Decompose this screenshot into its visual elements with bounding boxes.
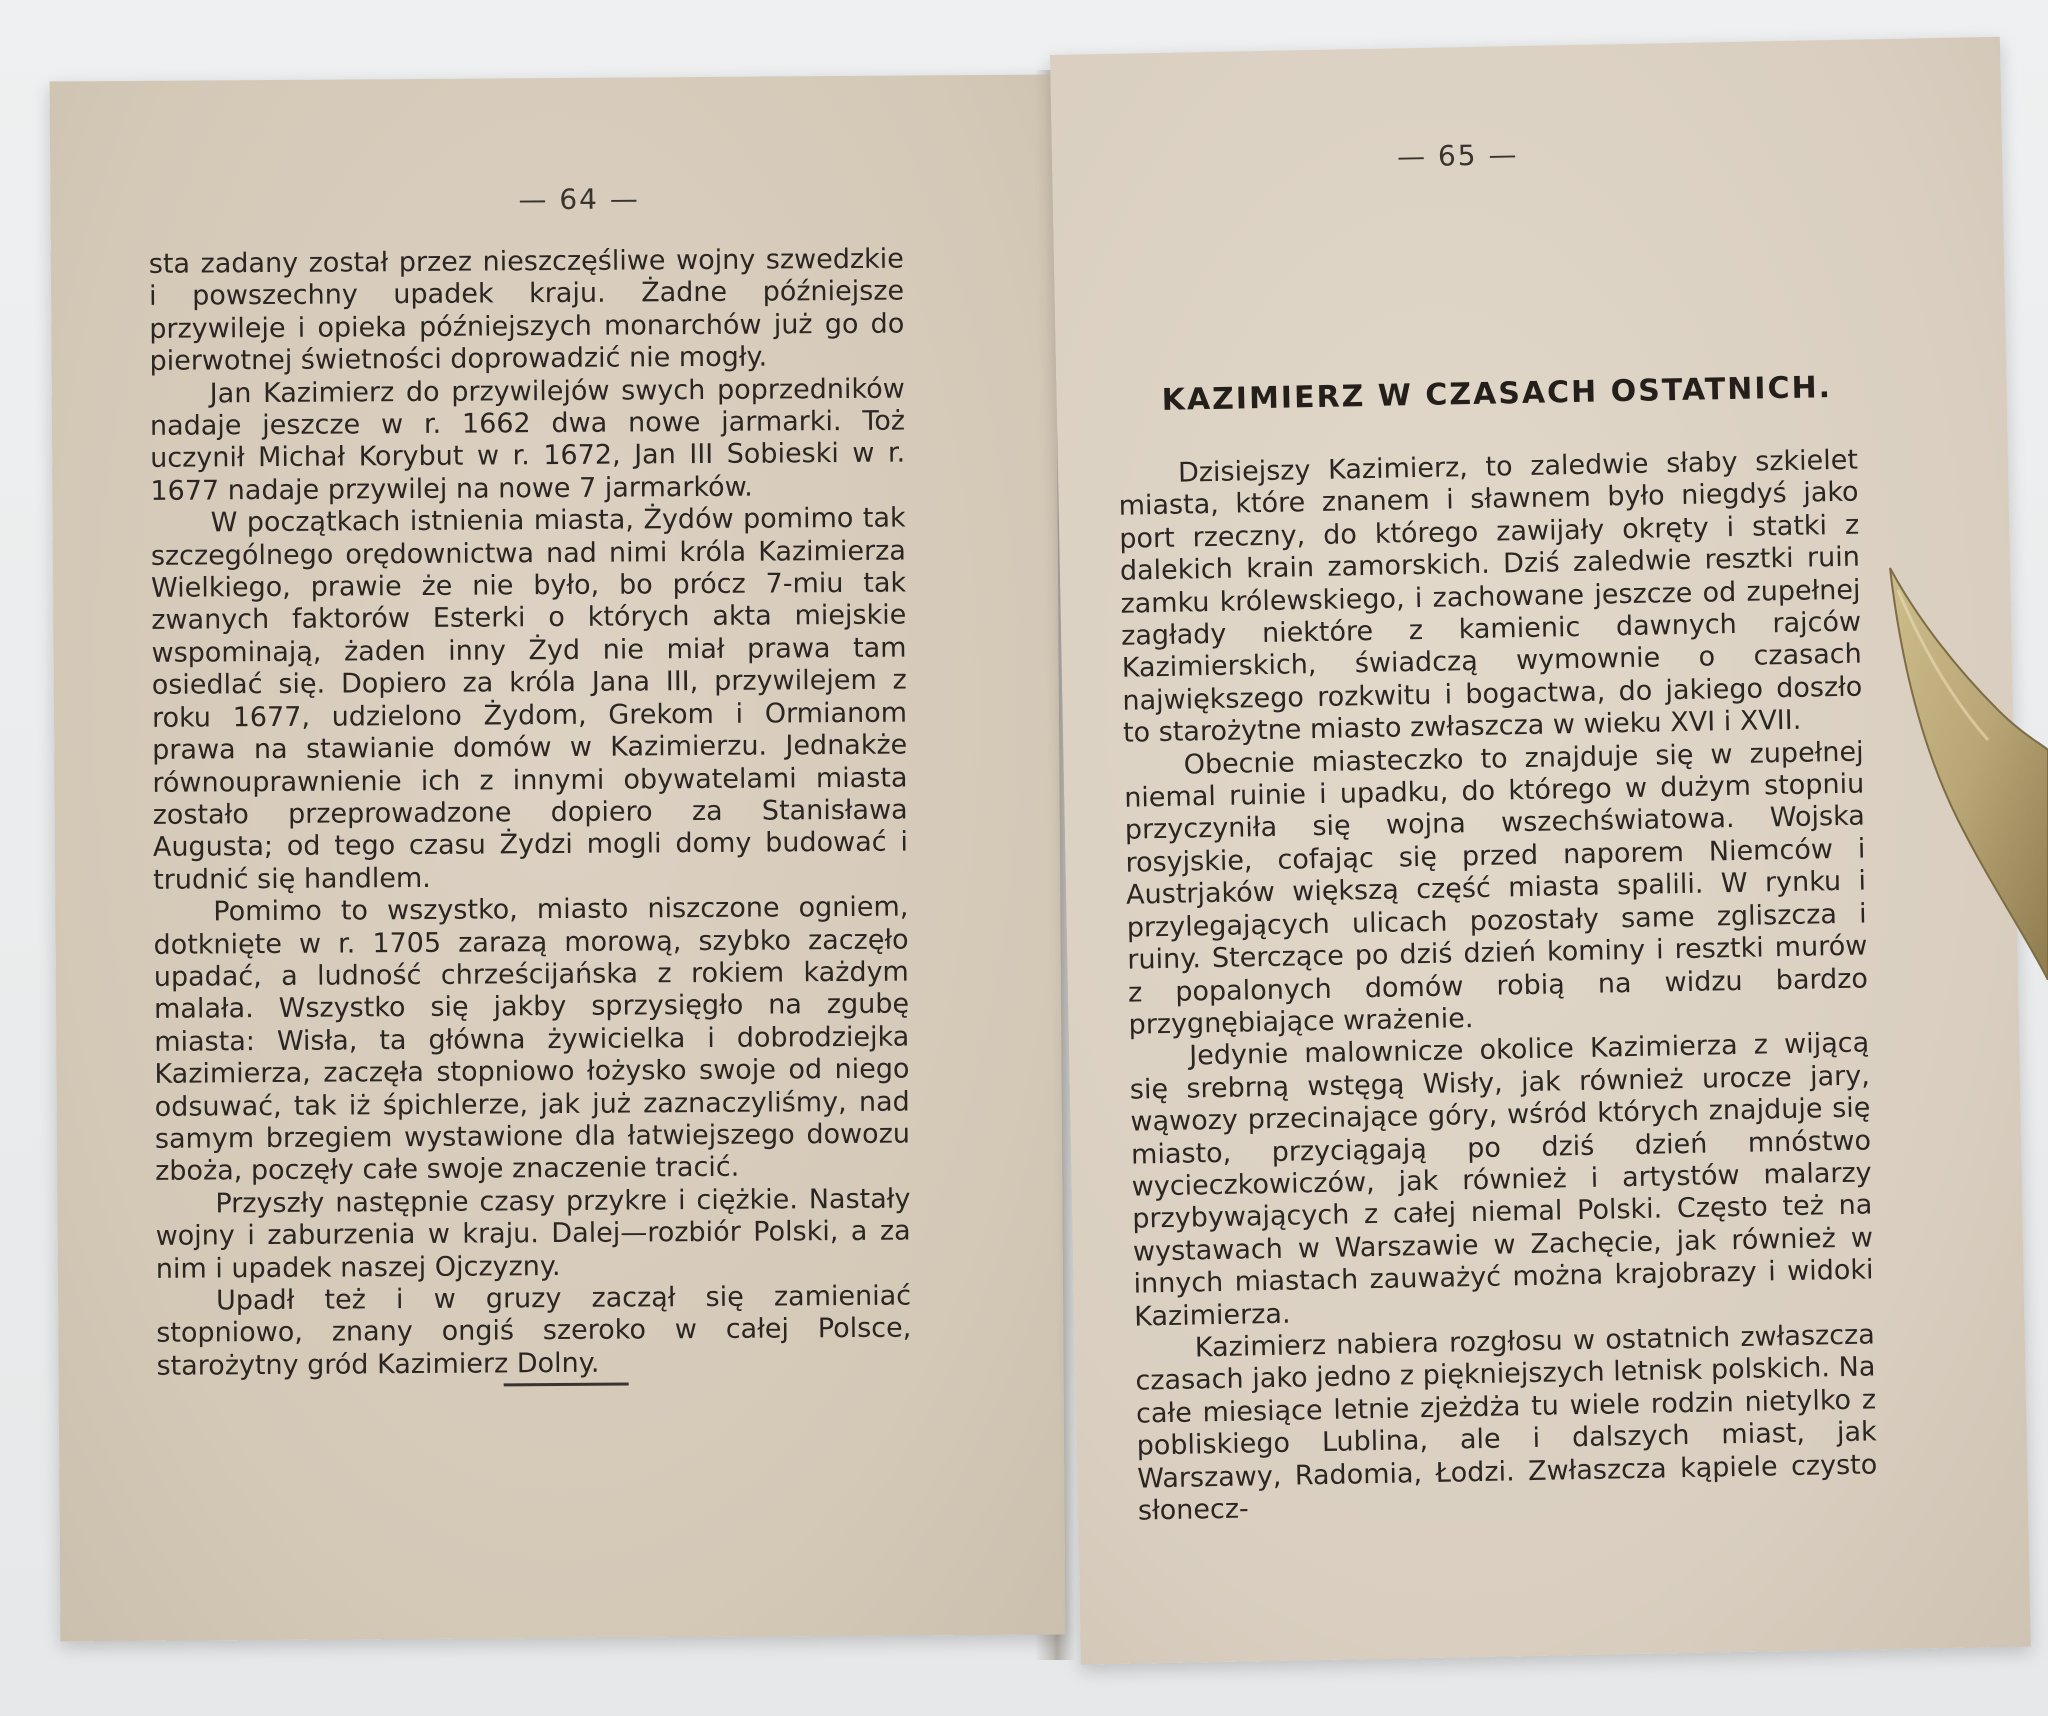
paragraph: Jan Kazimierz do przywilejów swych poprzedników nadaje jeszcze w r. 1662 dwa nowe jarmarki. Toż uczynił Michał Korybut w r. 1672, Jan III Sobieski w r. 1677 nadaje przywilej na nowe 7 jarmarków. (149, 373, 906, 507)
left-page-text (149, 244, 912, 1383)
right-page-text (1118, 445, 1878, 1528)
brass-letter-opener (1878, 560, 2048, 980)
left-page (50, 75, 1066, 1642)
paragraph: W początkach istnienia miasta, Żydów pomimo tak szczególnego orędownictwa nad nimi króla Kazimierza Wielkiego, prawie że nie było, bo prócz 7-miu tak zwanych faktorów Esterki o których akta miejskie wspominają, żaden inny Żyd nie miał prawa tam osiedlać się. Dopiero za króla Jana III, przywilejem z roku 1677, udzielono Żydom, Grekom i Ormianom prawa na stawianie domów w Kazimierzu. Jednakże równouprawnienie ich z innymi obywatelami miasta zostało przeprowadzone dopiero za Stanisława Augusta; od tego czasu Żydzi mogli domy budować i trudnić się handlem. (150, 502, 909, 896)
chapter-title: KAZIMIERZ W CZASACH OSTATNICH. (1161, 370, 1833, 418)
page-number-right: — 65 — (1396, 138, 1519, 174)
paragraph: Obecnie miasteczko to znajduje się w zupełnej niemal ruinie i upadku, do którego w dużym stopniu przyczyniła się wojna wszechświatowa. Wojska rosyjskie, cofając się przed naporem Niemców i Austrjaków większą część miasta spalili. W rynku i przylegających ulicach pozostały same zgliszcza i ruiny. Sterczące po dziś dzień kominy i resztki murów z popalonych domów robią na widzu bardzo przygnębiające wrażenie. (1123, 736, 1869, 1041)
paragraph: Jedynie malownicze okolice Kazimierza z wijącą się srebrną wstęgą Wisły, jak również urocze jary, wąwozy przecinające góry, wśród których znajduje się miasto, przyciągają po dziś dzień mnóstwo wycieczkowiczów, jak również i artystów malarzy przybywających z całej niemal Polski. Często też na wystawach w Warszawie w Zachęcie, jak również w innych miastach zauważyć można krajobrazy i widoki Kazimierza. (1129, 1027, 1874, 1333)
page-number-left: — 64 — (518, 182, 640, 217)
paragraph: Pomimo to wszystko, miasto niszczone ogniem, dotknięte w r. 1705 zarazą morową, szybko zaczęło upadać, a ludność chrześcijańska z rokiem każdym malała. Wszystko się jakby sprzysięgło na zgubę miasta: Wisła, ta główna żywicielka i dobrodziejka Kazimierza, zaczęła stopniowo łożysko swoje od niego odsuwać, tak iż śpichlerze, jak już zaznaczyliśmy, nad samym brzegiem wystawione dla łatwiejszego dowozu zboża, poczęły całe swoje znaczenie tracić. (153, 891, 911, 1188)
end-divider (504, 1383, 629, 1387)
paragraph: Dzisiejszy Kazimierz, to zaledwie słaby szkielet miasta, które znanem i sławnem było niegdyś jako port rzeczny, do którego zawijały okręty i statki z dalekich krain zamorskich. Dziś zaledwie resztki ruin zamku królewskiego, i zachowane jeszcze od zupełnej zagłady niektóre z kamienic dawnych rajców Kazimierskich, świadczą wymownie o czasach największego rozkwitu i bogactwa, do jakiego doszło to starożytne miasto zwłaszcza w wieku XVI i XVII. (1118, 444, 1863, 749)
paragraph: Kazimierz nabiera rozgłosu w ostatnich zwłaszcza czasach jako jedno z piękniejszych letnisk polskich. Na całe miesiące letnie zjeżdża tu wiele rodzin nietylko z pobliskiego Lublina, ale i dalszych miast, jak Warszawy, Radomia, Łodzi. Zwłaszcza kąpiele czysto słonecz- (1135, 1319, 1878, 1527)
paragraph: Upadł też i w gruzy zaczął się zamieniać stopniowo, znany ongiś szeroko w całej Polsce, starożytny gród Kazimierz Dolny. (156, 1280, 912, 1382)
paragraph: Przyszły następnie czasy przykre i ciężkie. Nastały wojny i zaburzenia w kraju. Dalej—rozbiór Polski, a za nim i upadek naszej Ojczyzny. (155, 1183, 911, 1285)
paragraph: sta zadany został przez nieszczęśliwe wojny szwedzkie i powszechny upadek kraju. Żadne późniejsze przywileje i opieka późniejszych monarchów już go do pierwotnej świetności doprowadzić nie mogły. (148, 243, 905, 378)
